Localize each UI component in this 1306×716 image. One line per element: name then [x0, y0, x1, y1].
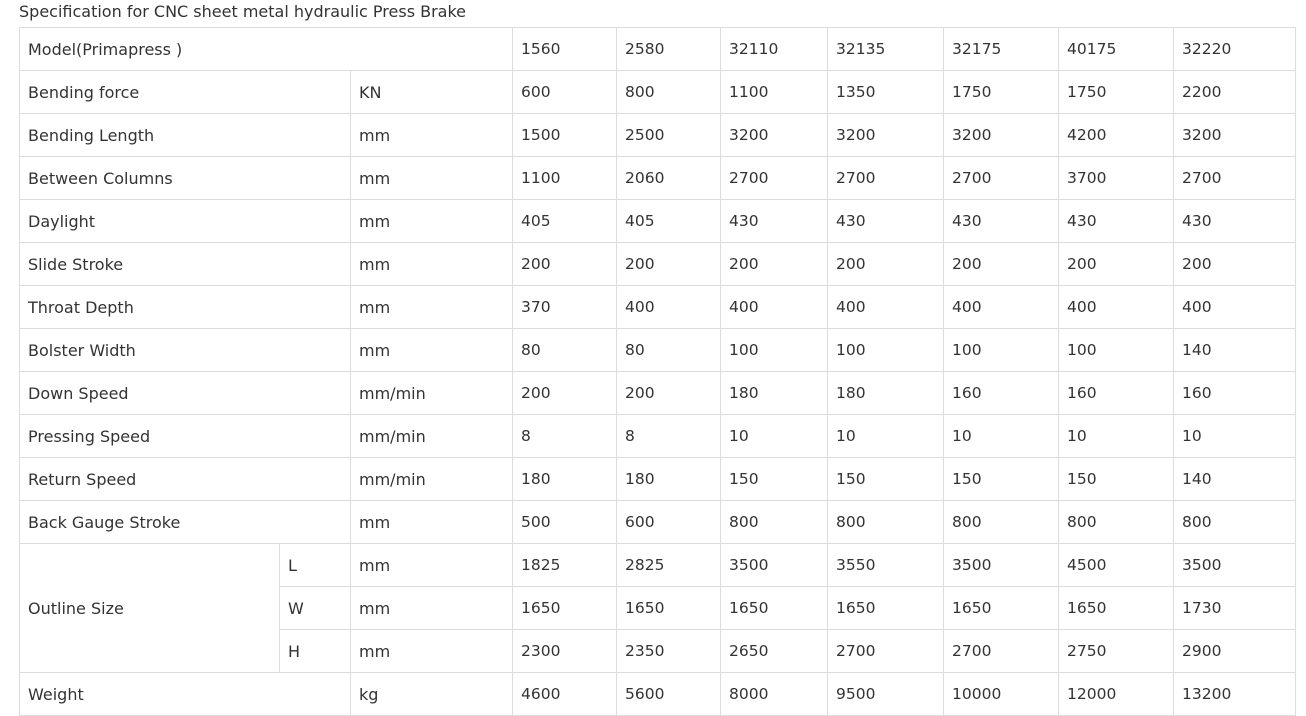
value-cell: 150 [944, 458, 1059, 501]
value-cell: 10 [721, 415, 828, 458]
row-label: Weight [20, 673, 351, 716]
spec-table [19, 27, 1296, 716]
value-cell: 430 [828, 200, 944, 243]
value-cell: 4600 [513, 673, 617, 716]
row-label: Down Speed [20, 372, 351, 415]
value-cell: 9500 [828, 673, 944, 716]
table-header-row [20, 28, 1296, 71]
value-cell: 200 [1059, 243, 1174, 286]
row-unit: mm/min [351, 415, 513, 458]
value-cell: 8000 [721, 673, 828, 716]
value-cell: 100 [1059, 329, 1174, 372]
value-cell: 200 [828, 243, 944, 286]
value-cell: 180 [721, 372, 828, 415]
value-cell: 500 [513, 501, 617, 544]
outline-dim: W [280, 587, 351, 630]
model-2580: 2580 [617, 28, 721, 71]
row-label: Daylight [20, 200, 351, 243]
row-unit: mm [351, 200, 513, 243]
value-cell: 8 [617, 415, 721, 458]
value-cell: 1730 [1174, 587, 1296, 630]
value-cell: 1650 [1059, 587, 1174, 630]
table-row [20, 243, 1296, 286]
value-cell: 3500 [721, 544, 828, 587]
value-cell: 405 [617, 200, 721, 243]
value-cell: 400 [1174, 286, 1296, 329]
value-cell: 800 [1174, 501, 1296, 544]
model-32220: 32220 [1174, 28, 1296, 71]
value-cell: 80 [513, 329, 617, 372]
spec-table-body [20, 28, 1296, 716]
value-cell: 160 [1059, 372, 1174, 415]
row-label: Pressing Speed [20, 415, 351, 458]
value-cell: 10 [1174, 415, 1296, 458]
row-label: Bending Length [20, 114, 351, 157]
row-label: Bending force [20, 71, 351, 114]
value-cell: 12000 [1059, 673, 1174, 716]
value-cell: 2500 [617, 114, 721, 157]
row-unit: mm [351, 544, 513, 587]
value-cell: 400 [617, 286, 721, 329]
value-cell: 1825 [513, 544, 617, 587]
value-cell: 1350 [828, 71, 944, 114]
value-cell: 3200 [828, 114, 944, 157]
table-row [20, 501, 1296, 544]
value-cell: 430 [1059, 200, 1174, 243]
value-cell: 800 [828, 501, 944, 544]
value-cell: 5600 [617, 673, 721, 716]
value-cell: 160 [944, 372, 1059, 415]
value-cell: 1750 [944, 71, 1059, 114]
value-cell: 800 [721, 501, 828, 544]
value-cell: 405 [513, 200, 617, 243]
value-cell: 200 [513, 243, 617, 286]
value-cell: 200 [617, 372, 721, 415]
value-cell: 370 [513, 286, 617, 329]
value-cell: 2700 [944, 157, 1059, 200]
value-cell: 2300 [513, 630, 617, 673]
value-cell: 2750 [1059, 630, 1174, 673]
value-cell: 160 [1174, 372, 1296, 415]
value-cell: 800 [1059, 501, 1174, 544]
value-cell: 400 [1059, 286, 1174, 329]
table-row-outline [20, 544, 1296, 587]
outline-label: Outline Size [20, 544, 280, 673]
table-row [20, 157, 1296, 200]
model-32175: 32175 [944, 28, 1059, 71]
value-cell: 1650 [828, 587, 944, 630]
outline-dim: L [280, 544, 351, 587]
value-cell: 180 [828, 372, 944, 415]
table-row [20, 286, 1296, 329]
value-cell: 1100 [721, 71, 828, 114]
value-cell: 10 [944, 415, 1059, 458]
value-cell: 2700 [1174, 157, 1296, 200]
value-cell: 3200 [1174, 114, 1296, 157]
value-cell: 1650 [617, 587, 721, 630]
value-cell: 10 [828, 415, 944, 458]
value-cell: 200 [1174, 243, 1296, 286]
row-unit: mm [351, 157, 513, 200]
value-cell: 80 [617, 329, 721, 372]
value-cell: 13200 [1174, 673, 1296, 716]
row-label: Return Speed [20, 458, 351, 501]
table-row [20, 415, 1296, 458]
row-unit: mm [351, 587, 513, 630]
value-cell: 1650 [944, 587, 1059, 630]
value-cell: 400 [944, 286, 1059, 329]
value-cell: 4500 [1059, 544, 1174, 587]
table-row [20, 114, 1296, 157]
value-cell: 2700 [721, 157, 828, 200]
value-cell: 2825 [617, 544, 721, 587]
value-cell: 100 [944, 329, 1059, 372]
row-label: Bolster Width [20, 329, 351, 372]
value-cell: 10 [1059, 415, 1174, 458]
row-label: Back Gauge Stroke [20, 501, 351, 544]
table-row [20, 458, 1296, 501]
value-cell: 3700 [1059, 157, 1174, 200]
row-unit: mm [351, 114, 513, 157]
value-cell: 2650 [721, 630, 828, 673]
value-cell: 10000 [944, 673, 1059, 716]
row-unit: kg [351, 673, 513, 716]
value-cell: 2700 [828, 630, 944, 673]
row-unit: mm [351, 630, 513, 673]
header-label: Model(Primapress ) [20, 28, 513, 71]
table-row [20, 200, 1296, 243]
value-cell: 2200 [1174, 71, 1296, 114]
value-cell: 100 [828, 329, 944, 372]
value-cell: 3550 [828, 544, 944, 587]
table-row [20, 329, 1296, 372]
value-cell: 2060 [617, 157, 721, 200]
value-cell: 430 [1174, 200, 1296, 243]
value-cell: 800 [944, 501, 1059, 544]
value-cell: 430 [944, 200, 1059, 243]
model-40175: 40175 [1059, 28, 1174, 71]
table-row [20, 71, 1296, 114]
value-cell: 180 [617, 458, 721, 501]
value-cell: 3200 [721, 114, 828, 157]
value-cell: 1750 [1059, 71, 1174, 114]
model-32135: 32135 [828, 28, 944, 71]
value-cell: 600 [617, 501, 721, 544]
value-cell: 150 [1059, 458, 1174, 501]
value-cell: 140 [1174, 329, 1296, 372]
value-cell: 200 [944, 243, 1059, 286]
value-cell: 8 [513, 415, 617, 458]
row-unit: KN [351, 71, 513, 114]
row-label: Throat Depth [20, 286, 351, 329]
value-cell: 800 [617, 71, 721, 114]
value-cell: 2350 [617, 630, 721, 673]
row-unit: mm [351, 501, 513, 544]
table-row-weight [20, 673, 1296, 716]
value-cell: 200 [513, 372, 617, 415]
value-cell: 3500 [1174, 544, 1296, 587]
value-cell: 140 [1174, 458, 1296, 501]
value-cell: 1500 [513, 114, 617, 157]
value-cell: 200 [721, 243, 828, 286]
value-cell: 400 [828, 286, 944, 329]
value-cell: 200 [617, 243, 721, 286]
value-cell: 3500 [944, 544, 1059, 587]
row-unit: mm [351, 329, 513, 372]
model-1560: 1560 [513, 28, 617, 71]
value-cell: 1650 [721, 587, 828, 630]
value-cell: 1100 [513, 157, 617, 200]
value-cell: 1650 [513, 587, 617, 630]
value-cell: 150 [721, 458, 828, 501]
model-32110: 32110 [721, 28, 828, 71]
value-cell: 400 [721, 286, 828, 329]
value-cell: 180 [513, 458, 617, 501]
value-cell: 2700 [944, 630, 1059, 673]
row-unit: mm/min [351, 372, 513, 415]
value-cell: 150 [828, 458, 944, 501]
value-cell: 3200 [944, 114, 1059, 157]
row-label: Slide Stroke [20, 243, 351, 286]
table-row [20, 372, 1296, 415]
outline-dim: H [280, 630, 351, 673]
value-cell: 2700 [828, 157, 944, 200]
row-label: Between Columns [20, 157, 351, 200]
value-cell: 4200 [1059, 114, 1174, 157]
row-unit: mm [351, 243, 513, 286]
value-cell: 2900 [1174, 630, 1296, 673]
value-cell: 430 [721, 200, 828, 243]
value-cell: 100 [721, 329, 828, 372]
row-unit: mm [351, 286, 513, 329]
value-cell: 600 [513, 71, 617, 114]
row-unit: mm/min [351, 458, 513, 501]
table-caption: Specification for CNC sheet metal hydraulic Press Brake [19, 2, 467, 21]
